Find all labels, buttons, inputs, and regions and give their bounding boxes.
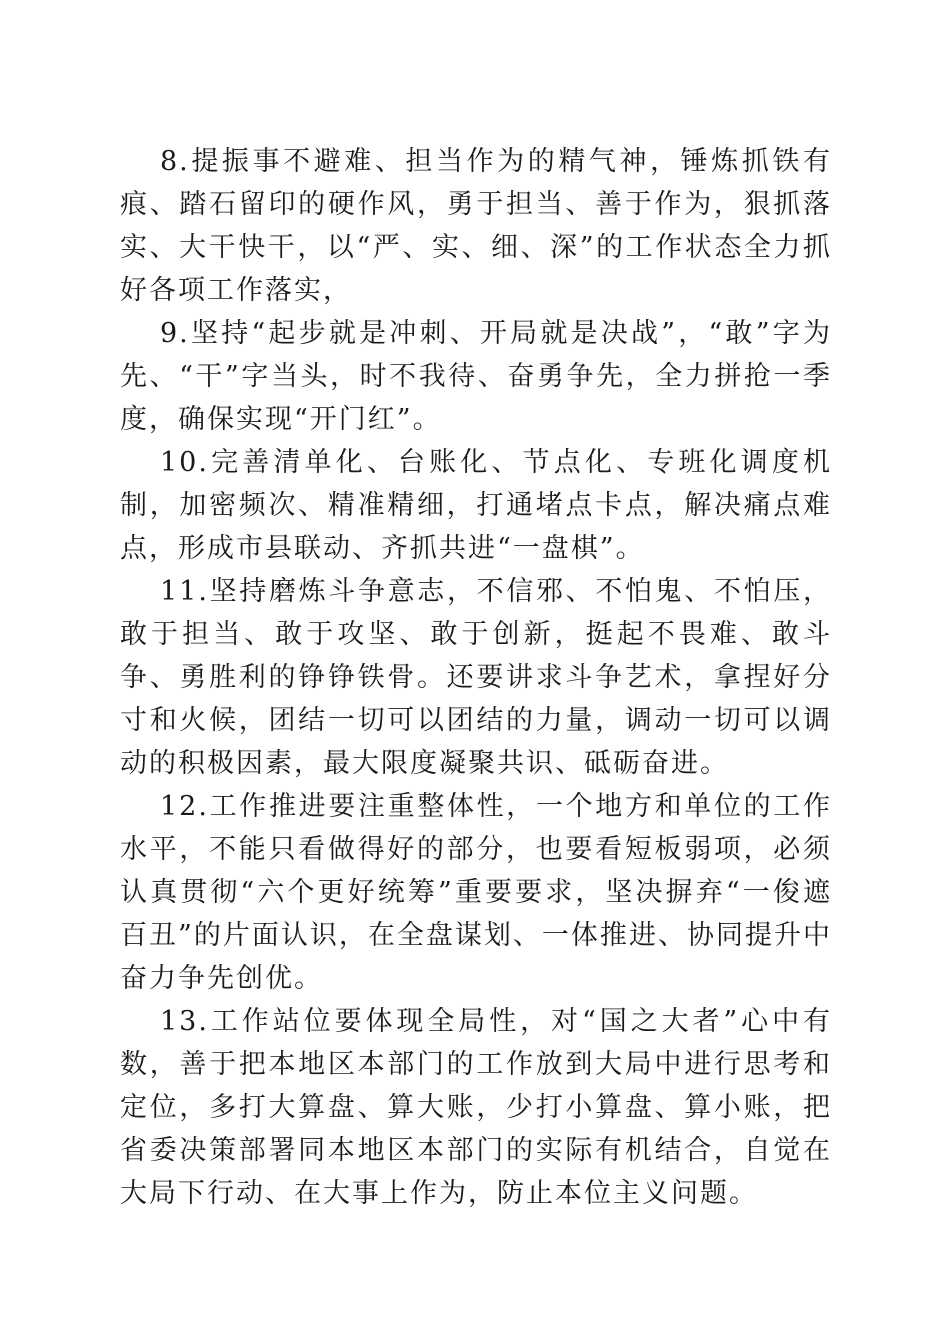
document-body [120, 140, 832, 1215]
paragraph-10: 10.完善清单化、台账化、节点化、专班化调度机制，加密频次、精准精细，打通堵点卡点，解决痛点难点，形成市县联动、齐抓共进“一盘棋”。 [120, 447, 832, 564]
paragraph-8: 8.提振事不避难、担当作为的精气神，锤炼抓铁有痕、踏石留印的硬作风，勇于担当、善于作为，狠抓落实、大干快干，以“严、实、细、深”的工作状态全力抓好各项工作落实， [120, 146, 832, 306]
paragraph-9: 9.坚持“起步就是冲刺、开局就是决战”，“敢”字为先、“干”字当头，时不我待、奋勇争先，全力拼抢一季度，确保实现“开门红”。 [120, 318, 832, 435]
paragraph-11: 11.坚持磨炼斗争意志，不信邪、不怕鬼、不怕压，敢于担当、敢于攻坚、敢于创新，挺起不畏难、敢斗争、勇胜利的铮铮铁骨。还要讲求斗争艺术，拿捏好分寸和火候，团结一切可以团结的力量，调动一切可以调动的积极因素，最大限度凝聚共识、砥砺奋进。 [120, 576, 832, 779]
paragraph-12: 12.工作推进要注重整体性，一个地方和单位的工作水平，不能只看做得好的部分，也要看短板弱项，必须认真贯彻“六个更好统筹”重要要求，坚决摒弃“一俊遮百丑”的片面认识，在全盘谋划、一体推进、协同提升中奋力争先创优。 [120, 791, 832, 994]
paragraph-13: 13.工作站位要体现全局性，对“国之大者”心中有数，善于把本地区本部门的工作放到大局中进行思考和定位，多打大算盘、算大账，少打小算盘、算小账，把省委决策部署同本地区本部门的实际有机结合，自觉在大局下行动、在大事上作为，防止本位主义问题。 [120, 1006, 832, 1209]
